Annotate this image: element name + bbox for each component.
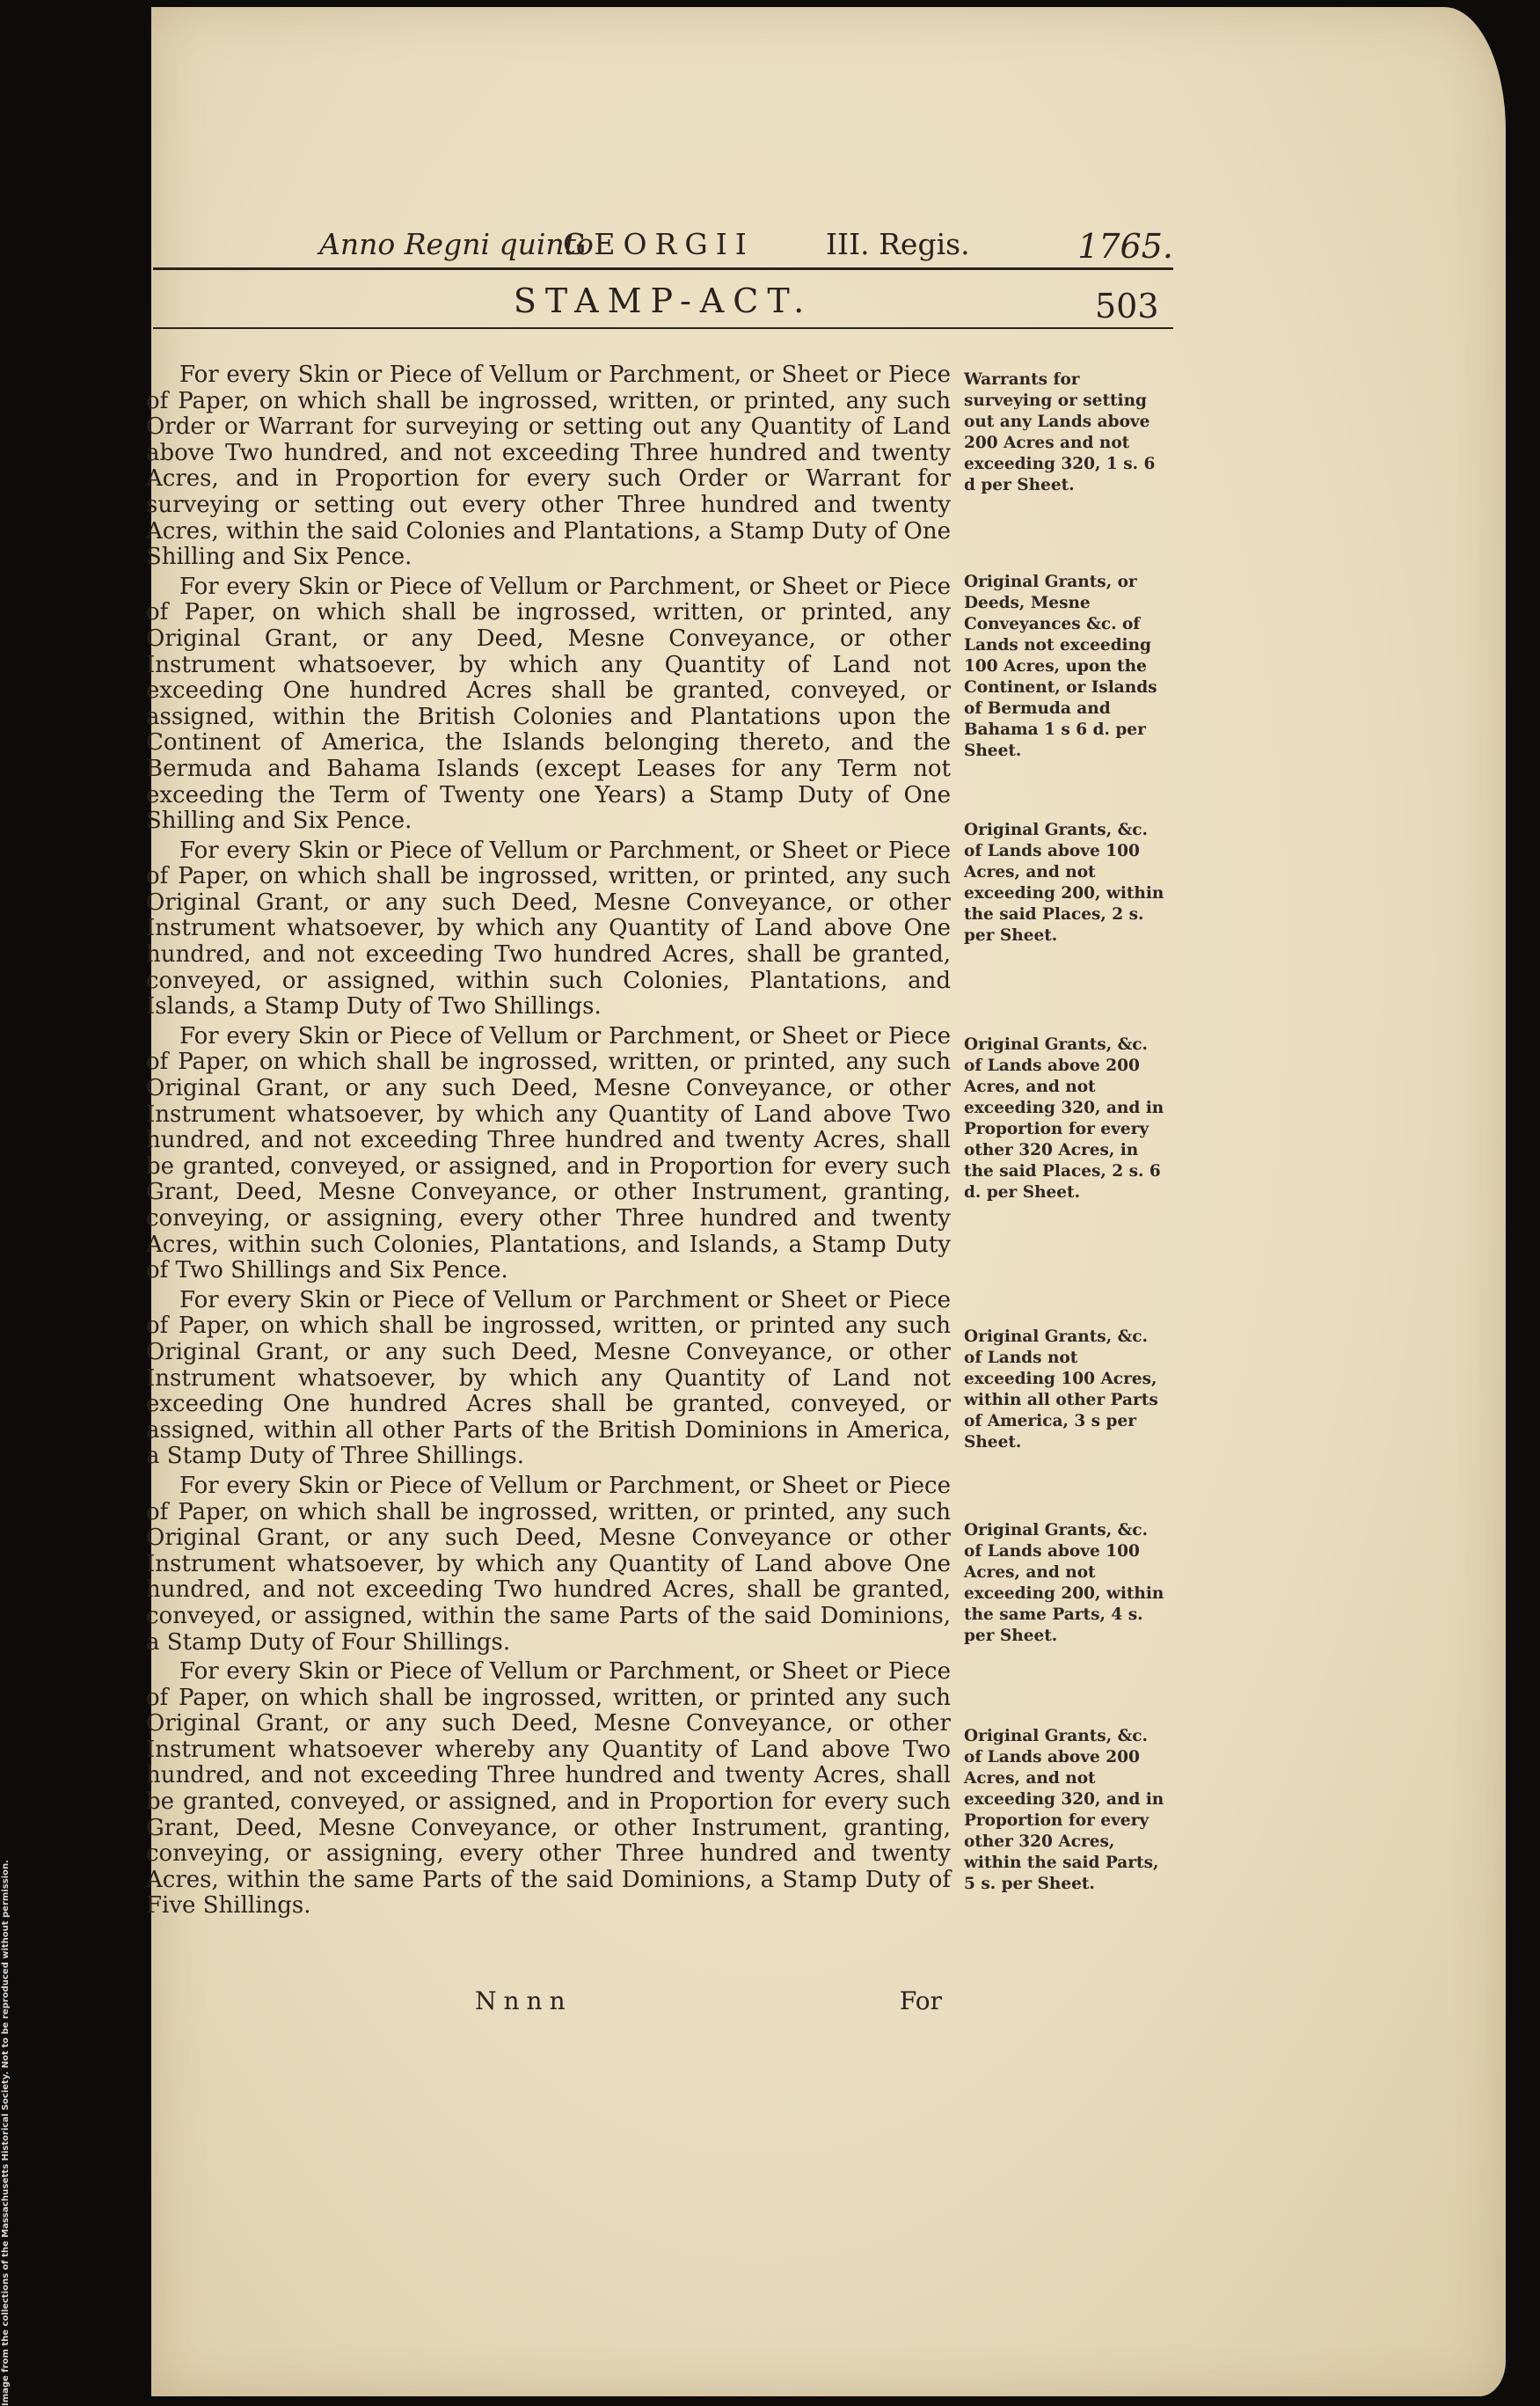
paragraph-other-parts-100: For every Skin or Piece of Vellum or Parchment or Sheet or Piece of Paper, on which shall be ingrossed, written, or printed any such Original Grant, or any such Deed, Mesne Conveyance, or other Instrument whatsoever, by which any Quantity of Land not exceeding One hundred Acres shall be granted, conveyed, or assigned, within all other Parts of the British Dominions in America, a Stamp Duty of Three Shillings. xyxy=(146,1286,951,1470)
paragraph-grants-200: For every Skin or Piece of Vellum or Parchment, or Sheet or Piece of Paper, on which shall be ingrossed, written, or printed, any such Original Grant, or any such Deed, Mesne Conveyance, or other Instrument whatsoever, by which any Quantity of Land above One hundred, and not exceeding Two hundred Acres, shall be granted, conveyed, or assigned, within such Colonies, Plantations, and Islands, a Stamp Duty of Two Shillings. xyxy=(146,837,951,1020)
margin-note-other-parts-200: Original Grants, &c. of Lands above 100 Acres, and not exceeding 200, within the same Parts, 4 s. per Sheet. xyxy=(964,1521,1164,1645)
paragraph-other-parts-320: For every Skin or Piece of Vellum or Parchment, or Sheet or Piece of Paper, on which shall be ingrossed, written, or printed any such Original Grant, or any such Deed, Mesne Conveyance, or other Instrument whatsoever whereby any Quantity of Land above Two hundred, and not exceeding Three hundred and twenty Acres, shall be granted, conveyed, or assigned, and in Proportion for every such Grant, Deed, Mesne Conveyance, or other Instrument, granting, conveying, or assigning, every other Three hundred and twenty Acres, within the same Parts of the said Dominions, a Stamp Duty of Five Shillings. xyxy=(146,1658,951,1920)
head-regis: III. Regis. xyxy=(826,227,970,261)
margin-note-grants-320: Original Grants, &c. of Lands above 200 Acres, and not exceeding 320, and in Proportion for every other 320 Acres, in the said Places, 2 s. 6 d. per Sheet. xyxy=(964,1035,1164,1202)
page-number: 503 xyxy=(1095,287,1159,325)
page-footer xyxy=(146,1986,951,2016)
page-title: STAMP-ACT. xyxy=(513,282,814,320)
body-column xyxy=(146,362,951,1923)
margin-note-other-parts-320: Original Grants, &c. of Lands above 200 Acres, and not exceeding 320, and in Proportion for every other 320 Acres, within the said Parts, 5 s. per Sheet. xyxy=(964,1727,1164,1893)
header-rule-top xyxy=(153,267,1173,270)
header-rule-bottom xyxy=(153,327,1173,329)
margin-note-grants-100: Original Grants, or Deeds, Mesne Conveyances &c. of Lands not exceeding 100 Acres, upon the Continent, or Islands of Bermuda and Bahama 1 s 6 d. per Sheet. xyxy=(964,573,1157,760)
head-georgii: GEORGII xyxy=(563,227,755,261)
paragraph-grants-320: For every Skin or Piece of Vellum or Parchment, or Sheet or Piece of Paper, on which shall be ingrossed, written, or printed, any such Original Grant, or any such Deed, Mesne Conveyance, or other Instrument whatsoever, by which any Quantity of Land above Two hundred, and not exceeding Three hundred and twenty Acres, shall be granted, conveyed, or assigned, and in Proportion for every such Grant, Deed, Mesne Conveyance, or other Instrument, granting, conveying, or assigning, every other Three hundred and twenty Acres, within such Colonies, Plantations, and Islands, a Stamp Duty of Two Shillings and Six Pence. xyxy=(146,1022,951,1284)
margin-note-grants-200: Original Grants, &c. of Lands above 100 Acres, and not exceeding 200, within the said Places, 2 s. per Sheet. xyxy=(964,821,1164,945)
catchword: For xyxy=(899,1986,942,2015)
side-credit-text: Image from the collections of the Massachusetts Historical Society. Not to be reproduced without permission. xyxy=(1,1860,11,2406)
head-anno-regni: Anno Regni quinto xyxy=(319,227,594,261)
paragraph-other-parts-200: For every Skin or Piece of Vellum or Parchment, or Sheet or Piece of Paper, on which shall be ingrossed, written, or printed, any such Original Grant, or any such Deed, Mesne Conveyance or other Instrument whatsoever, by which any Quantity of Land above One hundred, and not exceeding Two hundred Acres, shall be granted, conveyed, or assigned, within the same Parts of the said Dominions, a Stamp Duty of Four Shillings. xyxy=(146,1472,951,1656)
paragraph-grants-100: For every Skin or Piece of Vellum or Parchment, or Sheet or Piece of Paper, on which shall be ingrossed, written, or printed, any Original Grant, or any Deed, Mesne Conveyance, or other Instrument whatsoever, by which any Quantity of Land not exceeding One hundred Acres shall be granted, conveyed, or assigned, within the British Colonies and Plantations upon the Continent of America, the Islands belonging thereto, and the Bermuda and Bahama Islands (except Leases for any Term not exceeding the Term of Twenty one Years) a Stamp Duty of One Shilling and Six Pence. xyxy=(146,573,951,835)
signature-mark: Nnnn xyxy=(475,1986,573,2015)
paragraph-warrants: For every Skin or Piece of Vellum or Parchment, or Sheet or Piece of Paper, on which shall be ingrossed, written, or printed, any such Order or Warrant for surveying or setting out any Quantity of Land above Two hundred, and not exceeding Three hundred and twenty Acres, and in Proportion for every such Order or Warrant for surveying or setting out every other Three hundred and twenty Acres, within the said Colonies and Plantations, a Stamp Duty of One Shilling and Six Pence. xyxy=(146,362,951,571)
margin-note-other-parts-100: Original Grants, &c. of Lands not exceeding 100 Acres, within all other Parts of America, 3 s per Sheet. xyxy=(964,1327,1158,1452)
margin-note-warrants: Warrants for surveying or setting out any Lands above 200 Acres and not exceeding 320, 1 s. 6 d per Sheet. xyxy=(964,370,1156,494)
running-head xyxy=(151,220,1173,264)
head-year: 1765. xyxy=(1077,227,1173,266)
